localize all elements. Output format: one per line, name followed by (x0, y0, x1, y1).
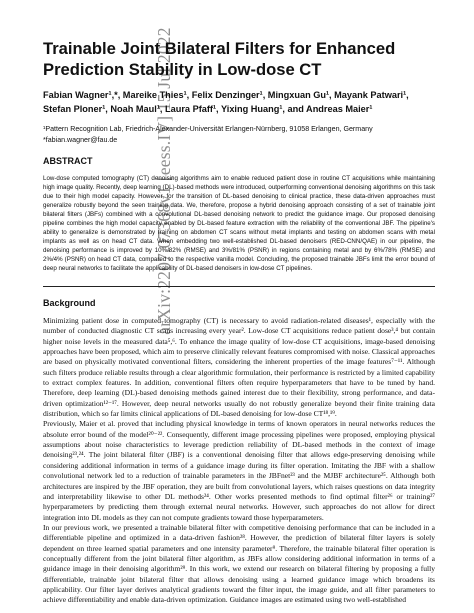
body-text (43, 316, 435, 606)
affiliation: ¹Pattern Recognition Lab, Friedrich-Alexander-Universität Erlangen-Nürnberg, 91058 Erlangen, Germany (43, 125, 373, 133)
author-list: Fabian Wagner¹,*, Mareike Thies¹, Felix Denzinger¹, Mingxuan Gu¹, Mayank Patwari¹, Stefan Ploner¹, Noah Maul¹, Laura Pfaff¹, Yixing Huang¹, and Andreas Maier¹ (43, 90, 409, 114)
arxiv-identifier-text: arXiv:2207.07368v1 [eess.IV] 15 Jul 2022 (154, 27, 174, 335)
body-paragraph: Previously, Maier et al. proved that including physical knowledge in terms of known operators in neural networks reduces the absolute error bound of the model²⁰⁻²². Consequently, different image processing pipelines were proposed, employing physical assumptions about noise characteristics to leverage prediction reliability of DL-based methods in the context of image denoising²³,²⁴. The joint bilateral filter (JBF) is a conventional denoising filter that allows edge-preserving denoising while considering additional information in terms of a guidance image during its filter operation. Imitating the JBF with a shallow convolutional network led to a reduction of trainable parameters in the JBFnet²³ and the MJBF architecture²⁵. Although both architectures are inspired by the JBF operation, they are built from convolutional layers, which raises questions on data integrity and interpretability likewise to other DL methods²⁴. Other works presented methods to find optimal filter²⁶ or training²⁷ hyperparameters by predicting them through external neural networks. However, such approaches do not allow for direct integration into DL models as they can not compute gradients toward those hyperparameters. (43, 419, 435, 522)
body-paragraph: Minimizing patient dose in computed tomography (CT) is necessary to avoid radiation-related diseases¹, especially with the number of conducted diagnostic CT scans increasing every year². Low-dose CT acquisitions reduce patient dose³,⁴ but contain higher noise levels in the measured data⁵,⁶. To enhance the image quality of low-dose CT acquisitions, image-based denoising approaches have been proposed, which aim to preserve clinically relevant features compromised with noise. Classical approaches are based on physically motivated conventional filters, considering the inherent properties of the image features⁷⁻¹¹. Although such filters produce reliable results through a clear algorithmic formulation, their performance is restricted by a limited capability to extract complex features. In addition, conventional filters often require hyperparameters that have to be tuned by hand. Therefore, deep learning (DL)-based denoising methods gained interest due to their flexibility, strong performance, and data-driven optimization¹²⁻¹⁷. However, deep neural networks usually do not robustly generalize beyond their finite training data distribution, which so far limits clinical applications of DL-based denoising for low-dose CT¹⁸,¹⁹. (43, 316, 435, 419)
abstract-heading: ABSTRACT (43, 156, 93, 166)
section-divider (43, 286, 435, 287)
paper-first-page (43, 38, 435, 606)
corresponding-email: *fabian.wagner@fau.de (43, 135, 118, 144)
paper-title: Trainable Joint Bilateral Filters for Enhanced Prediction Stability in Low-dose CT (43, 39, 396, 79)
body-paragraph: In our previous work, we presented a trainable bilateral filter with competitive denoising performance that can be included in a differentiable pipeline and optimized in a data-driven fashion²⁸. However, the prediction of bilateral filter layers is solely dependent on three learned spatial parameters and one intensity parameter⁹. Therefore, the trainable bilateral filter operation is conceptually different from the joint bilateral filter algorithm, as JBFs allow considering additional information in terms of a guidance image in their denoising algorithm²⁹. In this work, we extend our research on bilateral filtering by proposing a fully differentiable, trainable joint bilateral filter that allows denoising using a learned guidance image which broadens its applicability. Our filter layer derives analytical gradients toward the filter input, the image guide, and all filter parameters to achieve differentiability and enable data-driven optimization. Guidance images are estimated using two well-established (43, 522, 435, 605)
abstract-text: Low-dose computed tomography (CT) denoising algorithms aim to enable reduced patient dose in routine CT acquisitions while maintaining high image quality. Recently, deep learning (DL)-based methods were introduced, outperforming conventional denoising algorithms on this task due to their high model capacity. However, for the transition of DL-based denoising to clinical practice, these data-driven approaches must generalize robustly beyond the seen training data. We, therefore, propose a hybrid denoising approach consisting of a set of trainable joint bilateral filters (JBFs) combined with a convolutional DL-based denoising network to predict the guidance image. Our proposed denoising pipeline combines the high model capacity enabled by DL-based feature extraction with the reliability of the conventional JBF. The pipeline's ability to generalize is demonstrated by training on abdomen CT scans without metal implants and testing on abdomen scans with metal implants as well as on head CT data. When embedding two well-established DL-based denoisers (RED-CNN/QAE) in our pipeline, the denoising performance is improved by 10%/82% (RMSE) and 3%/81% (PSNR) in regions containing metal and by 6%/78% (RMSE) and 2%/4% (PSNR) on head CT data, compared to the respective vanilla model. Concluding, the proposed trainable JBFs limit the error bound of deep neural networks to facilitate the applicability of DL-based denoisers in low-dose CT pipelines. (43, 175, 435, 272)
section-heading-background: Background (43, 298, 96, 308)
